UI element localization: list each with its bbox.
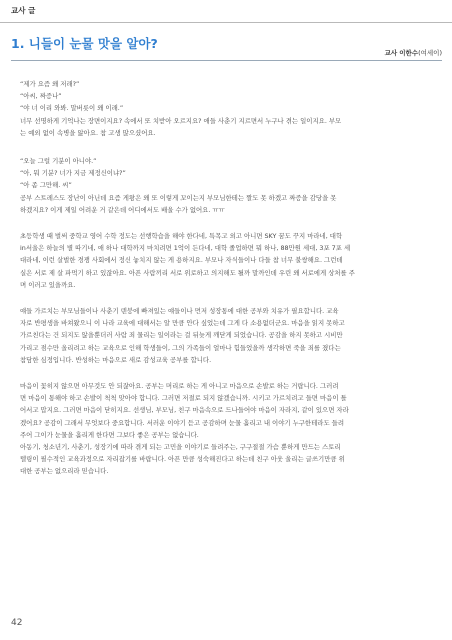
body-line: 아동기, 청소년기, 사춘기, 성장기에 따라 겪게 되는 고민을 이야기로 들려주는, 구구절절 가슴 뿐하게 만드는 스토리 — [20, 443, 341, 452]
body-line: 마음이 꽃히지 않으면 아무것도 안 되잖아요. 공부는 머리로 하는 게 아니고 마음으로 손발로 하는 거랍니다. 그러려 — [20, 382, 339, 391]
body-line: 너무 선명하게 기억나는 장면이지요? 속에서 또 치받아 오르지요? 애들 사춘기 지르면서 누구나 겪는 일이지요. 부모 — [20, 116, 342, 125]
author-note: (여세이) — [418, 49, 442, 57]
body-line: 하겠지요? 이게 제일 어려운 거 같은데 어디에서도 배울 수가 없어요. ㅠㅠ — [20, 205, 225, 214]
body-line: 얘들 가르치는 부모님들이나 사춘기 덴붕에 빠져있는 얘들이나 먼저 성장통에 대한 공부와 치유가 필요합니다. 교육 — [20, 307, 339, 316]
section-label: 교사 글 — [11, 6, 36, 15]
page-number: 42 — [11, 618, 23, 628]
body-line: 어서고 맙지요. 그러면 마음이 닫히지요. 선생님, 부모님, 친구 마음속으로 드나들어야 마음이 자라지, 같이 있으면 자라 — [20, 406, 349, 415]
body-line: “오늘 그럴 기분이 아니야.” — [20, 157, 97, 166]
body-line: “야 너 이리 와봐. 말버릇이 왜 이래.” — [20, 104, 124, 113]
paragraph-4 — [20, 305, 432, 366]
body-line: “제가 요즘 왜 저래?” — [20, 80, 80, 88]
article-body — [20, 78, 432, 478]
body-line: 참담한 심정입니다. 반성하는 마음으로 새로 감성교육 공부를 합니다. — [20, 355, 212, 364]
paragraph-3 — [20, 230, 432, 291]
header-divider — [0, 22, 452, 23]
body-line: 겠어요? 공감이 그래서 무엇보다 중요합니다. 서러운 이야기 듣고 공감하며 눈물 흘리고 내 이야기 누구한테라도 들려 — [20, 418, 345, 427]
body-line: “아, 뭐 기분? 너가 지금 제정신이냐?” — [20, 169, 126, 178]
body-line: 주어 그이가 눈물을 흘리게 한다면 그보다 좋은 공부는 없습니다. — [20, 430, 199, 439]
body-line: 가르친다는 건 되지도 않을뿐더러 사람 죄 물리는 일이라는 걸 뒤늦게 깨닫게 되었습니다. 공감을 하지 못하고 시비만 — [20, 331, 343, 340]
body-line: 며 이러고 있을까요. — [20, 280, 76, 289]
paragraph-1 — [20, 78, 432, 139]
body-line: 대라네, 이런 살벌한 경쟁 사회에서 정신 놓치지 않는 게 용하지요. 부모나 자식들이나 다들 참 너무 불쌍해요. 그런데 — [20, 256, 343, 265]
body-line: 는 예외 없이 속병을 앓아요. 참 고생 많으셨어요. — [20, 128, 156, 137]
body-line: 텔링이 필수적인 교육과정으로 자리잡기를 바랍니다. 아픈 만큼 성숙해진다고 하는데 친구 아웃 울리는 글쓰기만큼 위 — [20, 455, 345, 464]
body-line: 면 마음이 통해야 하고 손발이 척척 맞아야 합니다. 그러면 저절로 되지 않겠습니까. 시키고 가르치려고 들면 마음이 틀 — [20, 394, 347, 403]
body-line: 초등학생 때 벌써 중학교 영어 수학 정도는 선행학습을 해야 한다네, 특목고 외고 아니면 SKY 꿈도 꾸지 마라네, 대학 — [20, 232, 343, 241]
article-title: 1. 니들이 눈물 맛을 알아? — [11, 36, 158, 51]
paragraph-5 — [20, 380, 432, 478]
body-line: in서울은 하늘의 별 따기네, 애 하나 대학까지 마치려면 1억이 든다네, 대학 졸업하면 뭐 하나, 88만원 세대, 3포 7포 세 — [20, 244, 351, 253]
body-line: 자로 반평생을 바쳐왔으니 이 나라 교육에 대해서는 알 만큼 안다 싶었는데 그게 다 소용없더군요. 마음을 읽지 못하고 — [20, 319, 345, 328]
body-line: 대한 공부는 없으리라 믿습니다. — [20, 467, 109, 476]
body-line: 가리고 점수만 올리려고 하는 교육으로 인해 학생들이, 그의 가족들이 얼마나 힘들었을까 생각하면 죽을 죄를 졌다는 — [20, 343, 341, 352]
author-name: 이한수 — [399, 49, 419, 57]
paragraph-2 — [20, 155, 432, 216]
body-line: “아씨, 짜증나” — [20, 92, 62, 101]
title-divider — [11, 60, 442, 61]
body-line: 공부 스트레스도 장난이 아닌데 요즘 게왕은 왜 또 이렇게 꼬이는지 부모님한테는 짤도 못 하겠고 짜증을 감당을 못 — [20, 193, 337, 202]
author-role: 교사 — [384, 49, 398, 57]
author-byline — [385, 48, 442, 57]
body-line: 실은 서로 제 살 파먹기 하고 있잖아요. 아픈 사람끼리 서로 위로하고 의지해도 될까 말까인데 우린 왜 서로에게 상처를 주 — [20, 268, 355, 277]
body-line: “아 좀 그만해. 씨” — [20, 181, 72, 190]
